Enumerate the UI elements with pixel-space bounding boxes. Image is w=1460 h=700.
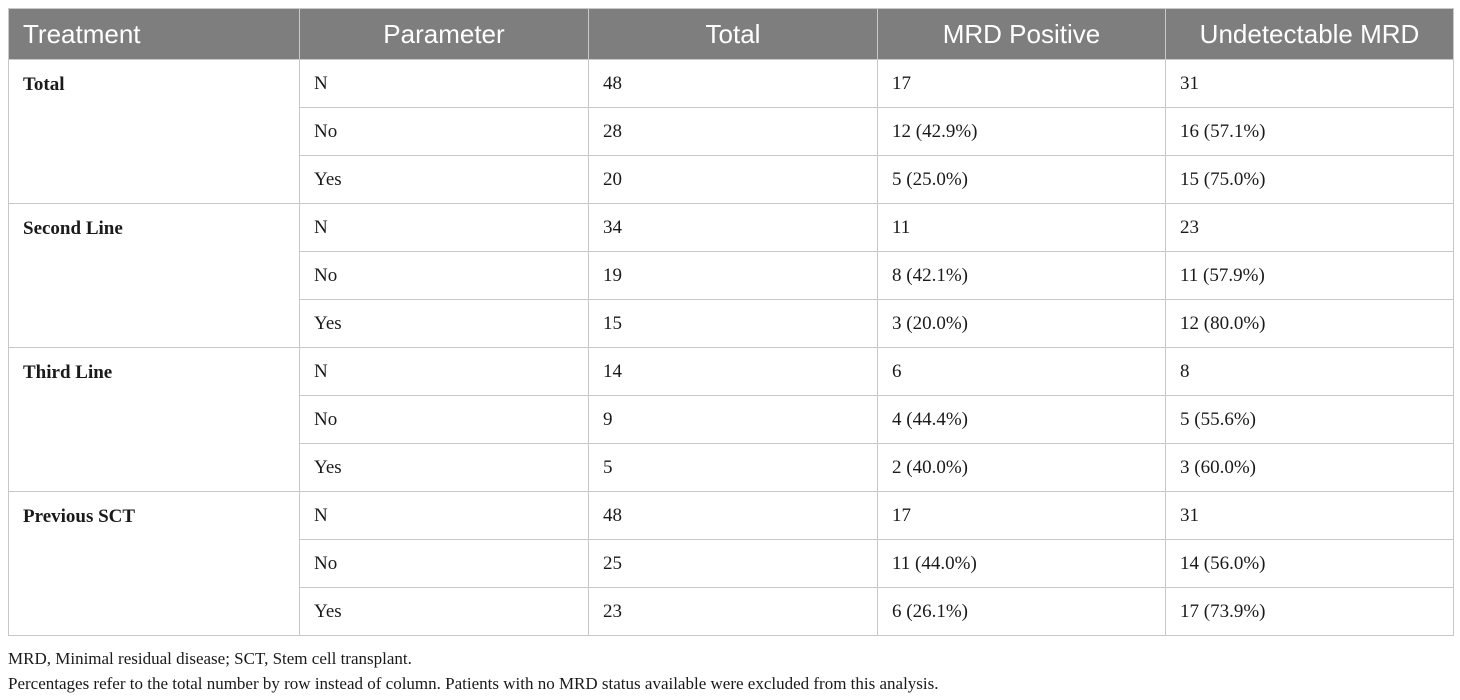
undetectable-mrd-cell: 14 (56.0%) — [1166, 540, 1454, 588]
undetectable-mrd-cell: 8 — [1166, 348, 1454, 396]
mrd-positive-cell: 6 — [878, 348, 1166, 396]
total-cell: 19 — [589, 252, 878, 300]
total-cell: 48 — [589, 60, 878, 108]
table-footnotes — [8, 646, 939, 696]
mrd-positive-cell: 6 (26.1%) — [878, 588, 1166, 636]
total-cell: 9 — [589, 396, 878, 444]
header-mrd-positive: MRD Positive — [878, 9, 1166, 60]
results-table-container — [8, 8, 1453, 636]
total-cell: 20 — [589, 156, 878, 204]
parameter-cell: N — [300, 492, 589, 540]
treatment-group-label: Second Line — [9, 204, 300, 348]
table-row — [9, 348, 1454, 396]
total-cell: 14 — [589, 348, 878, 396]
mrd-positive-cell: 5 (25.0%) — [878, 156, 1166, 204]
total-cell: 34 — [589, 204, 878, 252]
table-row — [9, 492, 1454, 540]
treatment-group-label: Previous SCT — [9, 492, 300, 636]
header-undetectable-mrd: Undetectable MRD — [1166, 9, 1454, 60]
footnote-abbreviations: MRD, Minimal residual disease; SCT, Stem cell transplant. — [8, 649, 412, 668]
mrd-positive-cell: 11 — [878, 204, 1166, 252]
mrd-positive-cell: 8 (42.1%) — [878, 252, 1166, 300]
parameter-cell: N — [300, 348, 589, 396]
undetectable-mrd-cell: 12 (80.0%) — [1166, 300, 1454, 348]
parameter-cell: No — [300, 396, 589, 444]
parameter-cell: Yes — [300, 156, 589, 204]
parameter-cell: N — [300, 60, 589, 108]
mrd-results-table — [8, 8, 1454, 636]
total-cell: 48 — [589, 492, 878, 540]
parameter-cell: No — [300, 108, 589, 156]
undetectable-mrd-cell: 11 (57.9%) — [1166, 252, 1454, 300]
total-cell: 25 — [589, 540, 878, 588]
total-cell: 15 — [589, 300, 878, 348]
treatment-group-label: Total — [9, 60, 300, 204]
undetectable-mrd-cell: 31 — [1166, 492, 1454, 540]
total-cell: 23 — [589, 588, 878, 636]
total-cell: 5 — [589, 444, 878, 492]
header-total: Total — [589, 9, 878, 60]
parameter-cell: No — [300, 540, 589, 588]
header-treatment: Treatment — [9, 9, 300, 60]
undetectable-mrd-cell: 31 — [1166, 60, 1454, 108]
mrd-positive-cell: 11 (44.0%) — [878, 540, 1166, 588]
header-parameter: Parameter — [300, 9, 589, 60]
mrd-positive-cell: 17 — [878, 60, 1166, 108]
undetectable-mrd-cell: 16 (57.1%) — [1166, 108, 1454, 156]
undetectable-mrd-cell: 15 (75.0%) — [1166, 156, 1454, 204]
table-header-row — [9, 9, 1454, 60]
total-cell: 28 — [589, 108, 878, 156]
parameter-cell: Yes — [300, 300, 589, 348]
parameter-cell: Yes — [300, 444, 589, 492]
table-row — [9, 204, 1454, 252]
parameter-cell: Yes — [300, 588, 589, 636]
footnote-percentages: Percentages refer to the total number by row instead of column. Patients with no MRD status available were excluded from this analysis. — [8, 674, 939, 693]
undetectable-mrd-cell: 23 — [1166, 204, 1454, 252]
mrd-positive-cell: 17 — [878, 492, 1166, 540]
undetectable-mrd-cell: 5 (55.6%) — [1166, 396, 1454, 444]
parameter-cell: N — [300, 204, 589, 252]
treatment-group-label: Third Line — [9, 348, 300, 492]
table-body — [9, 60, 1454, 636]
mrd-positive-cell: 2 (40.0%) — [878, 444, 1166, 492]
undetectable-mrd-cell: 3 (60.0%) — [1166, 444, 1454, 492]
mrd-positive-cell: 4 (44.4%) — [878, 396, 1166, 444]
table-row — [9, 60, 1454, 108]
mrd-positive-cell: 3 (20.0%) — [878, 300, 1166, 348]
parameter-cell: No — [300, 252, 589, 300]
mrd-positive-cell: 12 (42.9%) — [878, 108, 1166, 156]
undetectable-mrd-cell: 17 (73.9%) — [1166, 588, 1454, 636]
